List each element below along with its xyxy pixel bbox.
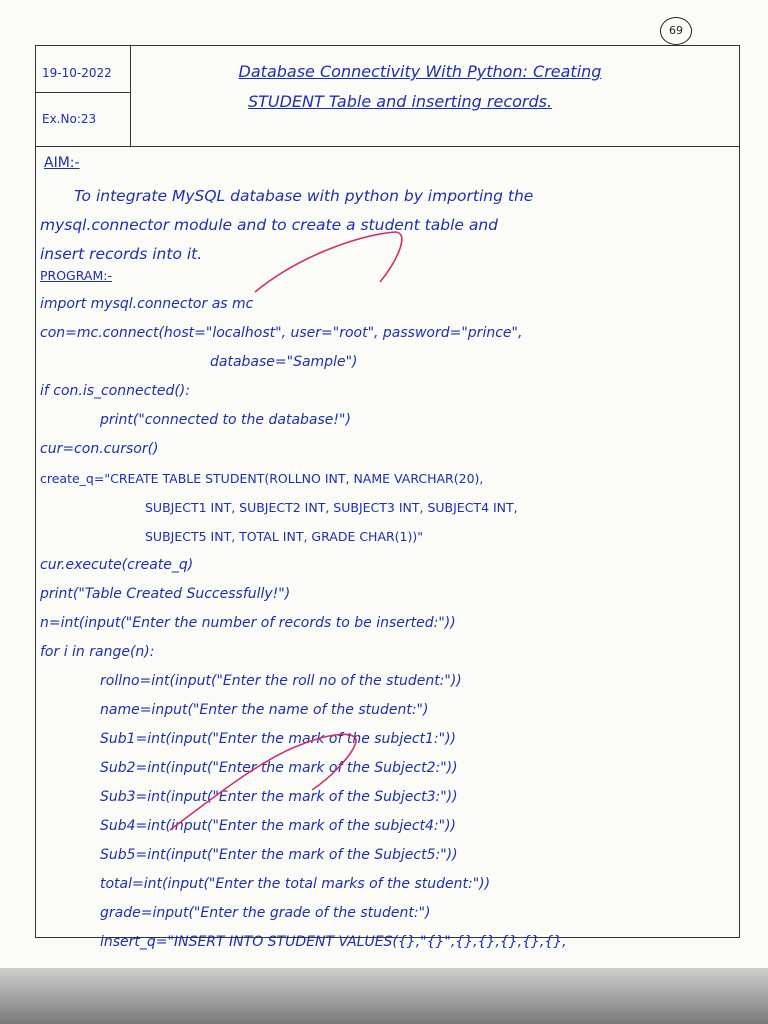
code-line: if con.is_connected(): bbox=[40, 383, 190, 399]
code-line: Sub2=int(input("Enter the mark of the Subject2:")) bbox=[100, 760, 458, 776]
program-heading: PROGRAM:- bbox=[40, 268, 112, 283]
code-line: print("Table Created Successfully!") bbox=[40, 586, 291, 602]
code-line: con=mc.connect(host="localhost", user="root", password="prince", bbox=[40, 325, 523, 341]
code-line: Sub4=int(input("Enter the mark of the subject4:")) bbox=[100, 818, 456, 834]
code-line: rollno=int(input("Enter the roll no of the student:")) bbox=[100, 673, 462, 689]
date: 19-10-2022 bbox=[42, 66, 112, 80]
code-line: print("connected to the database!") bbox=[100, 412, 351, 428]
code-line: SUBJECT5 INT, TOTAL INT, GRADE CHAR(1))" bbox=[145, 529, 424, 544]
code-line: create_q="CREATE TABLE STUDENT(ROLLNO INT, NAME VARCHAR(20), bbox=[40, 471, 484, 486]
code-line: total=int(input("Enter the total marks of the student:")) bbox=[100, 876, 491, 892]
pen-mark bbox=[170, 734, 356, 830]
page-number: 69 bbox=[660, 17, 692, 45]
code-line: name=input("Enter the name of the student:") bbox=[100, 702, 429, 718]
aim-line: To integrate MySQL database with python by importing the bbox=[74, 187, 534, 205]
page-title-line-2: STUDENT Table and inserting records. bbox=[247, 92, 553, 111]
aim-heading: AIM:- bbox=[44, 155, 80, 171]
aim-line: insert records into it. bbox=[40, 245, 203, 263]
code-line: n=int(input("Enter the number of records to be inserted:")) bbox=[40, 615, 456, 631]
page-title-line-1: Database Connectivity With Python: Creating bbox=[238, 62, 602, 81]
scanner-edge bbox=[0, 968, 768, 1024]
code-line: Sub5=int(input("Enter the mark of the Subject5:")) bbox=[100, 847, 458, 863]
code-line: Sub1=int(input("Enter the mark of the subject1:")) bbox=[100, 731, 456, 747]
code-line: cur=con.cursor() bbox=[40, 441, 159, 457]
exercise-number: Ex.No:23 bbox=[42, 112, 97, 126]
aim-line: mysql.connector module and to create a student table and bbox=[40, 216, 498, 234]
code-line: database="Sample") bbox=[210, 354, 358, 370]
code-line: for i in range(n): bbox=[40, 644, 155, 660]
code-line: import mysql.connector as mc bbox=[40, 296, 254, 312]
code-line: Sub3=int(input("Enter the mark of the Subject3:")) bbox=[100, 789, 458, 805]
code-line: grade=input("Enter the grade of the student:") bbox=[100, 905, 431, 921]
code-line: cur.execute(create_q) bbox=[40, 557, 194, 573]
pen-mark bbox=[255, 232, 402, 292]
code-line: insert_q="INSERT INTO STUDENT VALUES({},"{}",{},{},{},{},{}, bbox=[100, 934, 567, 950]
code-line: SUBJECT1 INT, SUBJECT2 INT, SUBJECT3 INT, SUBJECT4 INT, bbox=[145, 500, 518, 515]
